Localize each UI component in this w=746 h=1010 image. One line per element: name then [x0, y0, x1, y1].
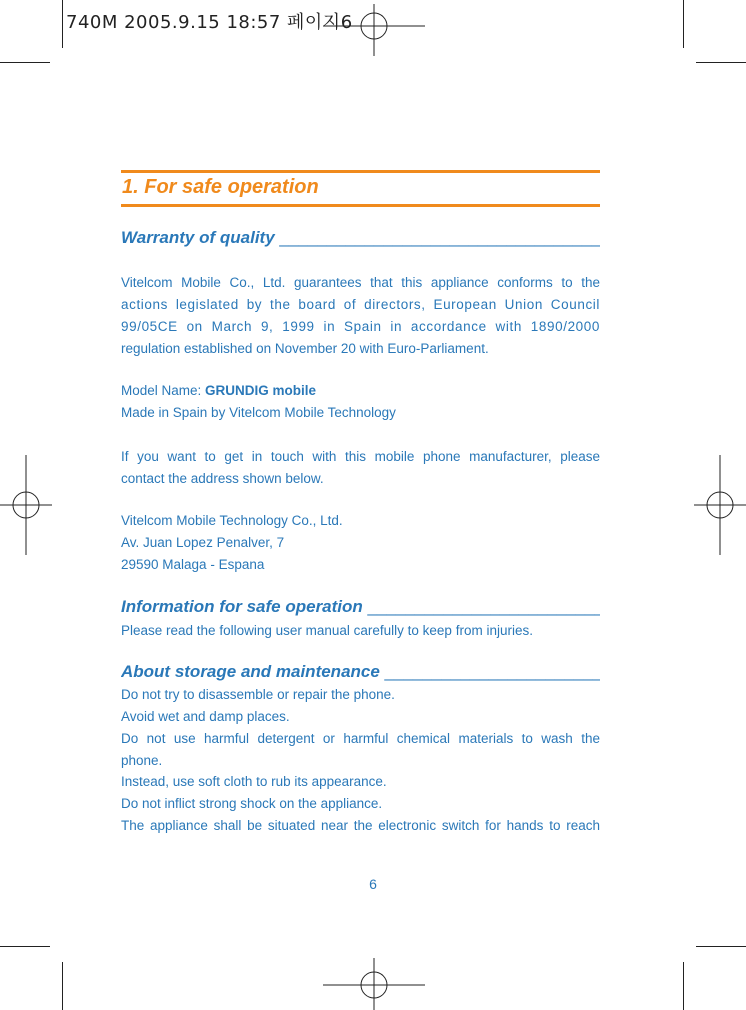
- model-name-label: Model Name:: [121, 383, 206, 398]
- body-line: Please read the following user manual carefully to keep from injuries.: [121, 623, 533, 638]
- body-line: contact the address shown below.: [121, 471, 324, 486]
- address-line: Av. Juan Lopez Penalver, 7: [121, 535, 285, 550]
- body-line: Do not try to disassemble or repair the phone.: [121, 687, 395, 702]
- address-line: Vitelcom Mobile Technology Co., Ltd.: [121, 513, 343, 528]
- section-heading-storage: About storage and maintenance _____: [121, 662, 600, 682]
- body-line: The appliance shall be situated near the electronic switch for hands to reach: [121, 818, 600, 833]
- made-in-line: Made in Spain by Vitelcom Mobile Technology: [121, 405, 396, 420]
- section-heading-warranty: Warranty of quality _____: [121, 228, 600, 248]
- section-heading-info: Information for safe operation _____: [121, 597, 600, 617]
- chapter-top-rule: [121, 170, 600, 173]
- registration-mark-right: [694, 455, 746, 555]
- crop-mark: [696, 946, 746, 947]
- body-line: phone.: [121, 753, 163, 768]
- crop-mark: [62, 962, 63, 1010]
- body-line: regulation established on November 20 with Euro-Parliament.: [121, 341, 489, 356]
- registration-mark-bottom: [323, 958, 425, 1010]
- model-name-line: [121, 380, 600, 402]
- crop-mark: [0, 62, 50, 63]
- body-line: Avoid wet and damp places.: [121, 709, 290, 724]
- chapter-bottom-rule: [121, 204, 600, 207]
- registration-mark-top: [323, 4, 425, 56]
- crop-mark: [683, 962, 684, 1010]
- body-line: 99/05CE on March 9, 1999 in Spain in accordance with 1890/2000: [121, 319, 600, 334]
- crop-mark: [683, 0, 684, 48]
- crop-mark: [0, 946, 50, 947]
- crop-mark: [62, 0, 63, 48]
- body-line: If you want to get in touch with this mobile phone manufacturer, please: [121, 449, 600, 464]
- body-line: Vitelcom Mobile Co., Ltd. guarantees that this appliance conforms to the: [121, 275, 600, 290]
- crop-mark: [696, 62, 746, 63]
- chapter-title: 1. For safe operation: [122, 176, 319, 198]
- body-line: Do not inflict strong shock on the appliance.: [121, 796, 383, 811]
- address-line: 29590 Malaga - Espana: [121, 557, 265, 572]
- printer-slug: 740M 2005.9.15 18:57 페이지6: [66, 12, 353, 33]
- registration-mark-left: [0, 455, 52, 555]
- model-name-value: GRUNDIG mobile: [205, 383, 317, 398]
- body-line: Instead, use soft cloth to rub its appearance.: [121, 774, 387, 789]
- page-number: 6: [369, 876, 377, 892]
- body-line: actions legislated by the board of directors, European Union Council: [121, 297, 600, 312]
- body-line: Do not use harmful detergent or harmful chemical materials to wash the: [121, 731, 600, 746]
